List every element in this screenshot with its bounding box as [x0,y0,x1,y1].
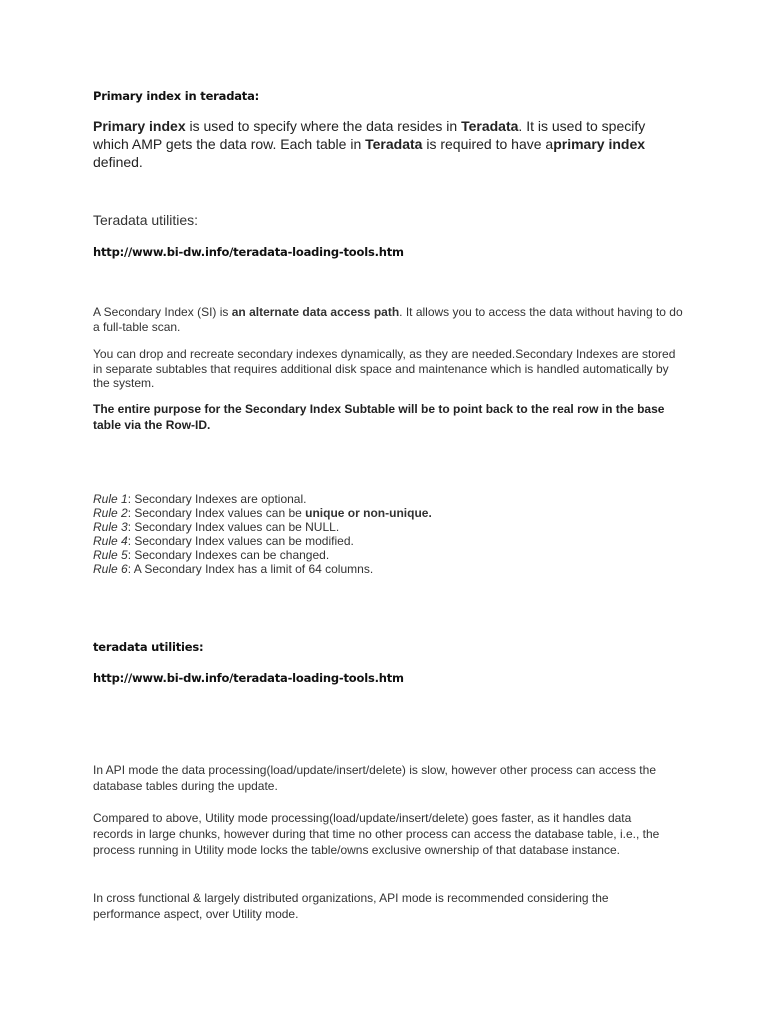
purpose-paragraph: The entire purpose for the Secondary Index Subtable will be to point back to the real row in the base table via the Row-ID. [93,402,665,432]
rule-item: Rule 1: Secondary Indexes are optional. [93,492,307,506]
utility-mode-paragraph: Compared to above, Utility mode processing(load/update/insert/delete) goes faster, as it handles data records in large chunks, however during that time no other process can access the database table, i.e., the process running in Utility mode locks the table/owns exclusive ownership of that database instance. [93,811,660,857]
heading-primary-index: Primary index in teradata: [93,89,260,103]
pi-text-1: is used to specify where the data resides in [185,118,462,134]
drop-recreate-paragraph: You can drop and recreate secondary indexes dynamically, as they are needed.Secondary Indexes are stored in separate subtables that requires additional disk space and maintenance which is handled automatically by the system. [93,347,676,390]
rule-item: Rule 5: Secondary Indexes can be changed. [93,548,330,562]
primary-index-paragraph [93,117,653,171]
term-teradata-2: Teradata [365,136,423,152]
utilities-label: Teradata utilities: [93,212,199,228]
pi-text-4: defined. [93,154,143,170]
rule-item: Rule 6: A Secondary Index has a limit of 64 columns. [93,562,374,576]
rule-item: Rule 4: Secondary Index values can be modified. [93,534,354,548]
pi-text-3: is required to have a [422,136,554,152]
pi-text-2: . It is used to specify which AMP gets the data row. Each table in [93,118,646,152]
secondary-index-paragraph [93,305,683,334]
si-bold: an alternate data access path [231,305,400,319]
si-text-2: . It allows you to access the data without having to do a full-table scan. [93,305,683,334]
rule-item: Rule 2: Secondary Index values can be unique or non-unique. [93,506,432,520]
api-mode-paragraph: In API mode the data processing(load/update/insert/delete) is slow, however other process can access the database tables during the update. [93,763,656,793]
loading-tools-link[interactable]: http://www.bi-dw.info/teradata-loading-tools.htm [93,245,404,259]
rule-item: Rule 3: Secondary Index values can be NULL. [93,520,340,534]
si-text-1: A Secondary Index (SI) is [93,305,232,319]
term-primary-index-2: primary index [553,136,646,152]
term-primary-index: Primary index [93,118,186,134]
recommendation-paragraph: In cross functional & largely distributed organizations, API mode is recommended considering the performance aspect, over Utility mode. [93,891,609,921]
loading-tools-link-2[interactable]: http://www.bi-dw.info/teradata-loading-tools.htm [93,671,404,685]
rules-list [93,492,432,576]
term-teradata: Teradata [461,118,519,134]
heading-teradata-utilities: teradata utilities: [93,640,204,654]
